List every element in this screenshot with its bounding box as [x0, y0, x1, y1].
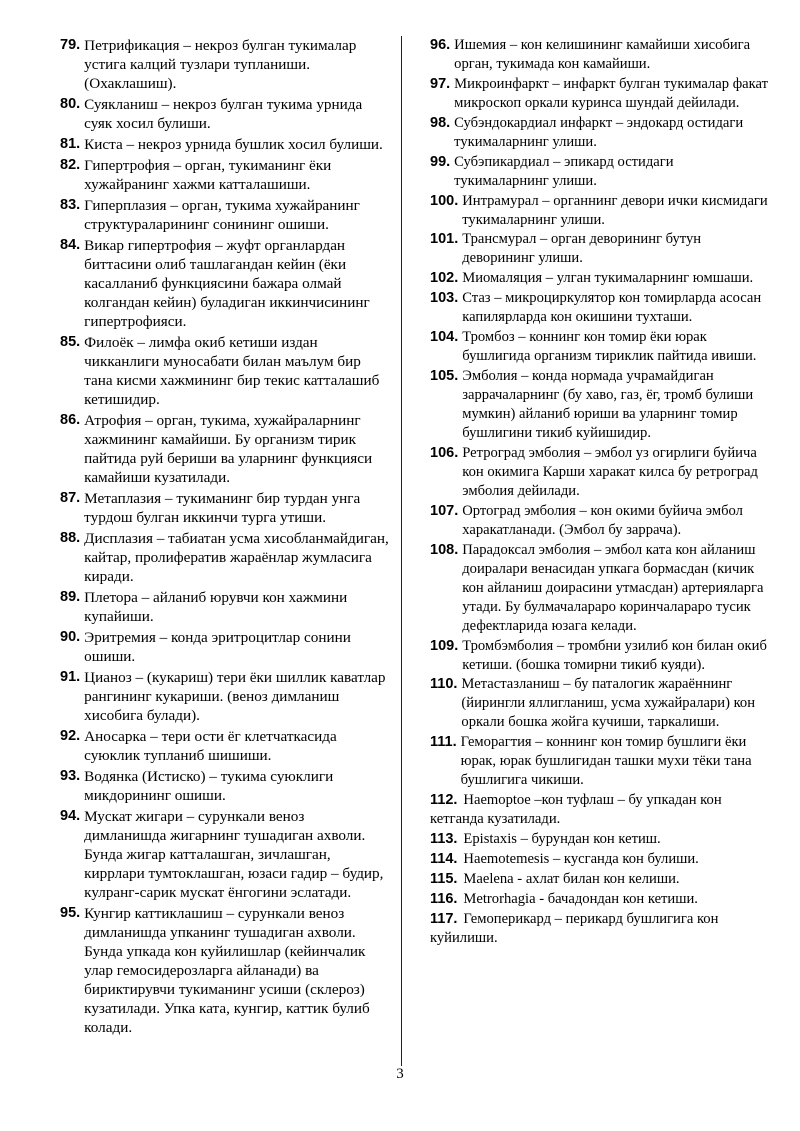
glossary-entry [60, 95, 390, 133]
entry-number: 88. [60, 530, 81, 546]
right-column [430, 36, 770, 949]
entry-number: 80. [60, 96, 81, 112]
entry-number: 116. [430, 890, 458, 907]
entry-text: Парадоксал эмболия – эмбол ката кон айланиш доиралари венасидан упкага бормасдан (кичик кон айланиш доирасини утмасдан) артерияларга утади. Бу булмачалараро коринчалараро тусик дефектларида юзага келади. [462, 541, 764, 634]
glossary-entry [60, 236, 390, 331]
entry-number: 93. [60, 768, 81, 784]
page-number: 3 [396, 1066, 404, 1082]
entry-text: Субэпикардиал – эпикард остидаги тукималарнинг улиши. [454, 153, 674, 189]
entry-text: Субэндокардиал инфаркт – эндокард остидаги тукималарнинг улиши. [454, 114, 744, 150]
entry-text: Тромбоз – коннинг кон томир ёки юрак бушлигида организм тириклик пайтида ивиши. [462, 329, 757, 365]
glossary-entry [60, 489, 390, 527]
glossary-entry [60, 529, 390, 586]
left-column [60, 36, 390, 1039]
glossary-entry [60, 333, 390, 409]
entry-text: Гемоперикард – перикард бушлигига кон куйилиши. [430, 910, 719, 946]
entry-number: 95. [60, 905, 81, 921]
entry-number: 101. [430, 231, 459, 248]
entry-number: 112. [430, 792, 458, 809]
glossary-entry [60, 156, 390, 194]
entry-text: Дисплазия – табиатан усма хисобланмайдиган, кайтар, пролифератив жараёнлар жумласига киради. [84, 530, 389, 585]
entry-number: 115. [430, 870, 458, 887]
entry-text: Стаз – микроциркулятор кон томирларда асосан капилярларда кон окишини тухташи. [462, 290, 762, 326]
glossary-entry [60, 588, 390, 626]
entry-text: Киста – некроз урнида бушлик хосил булиши. [84, 136, 383, 153]
glossary-entry [60, 628, 390, 666]
entry-number: 92. [60, 728, 81, 744]
glossary-entry [430, 502, 770, 540]
entry-text: Цианоз – (кукариш) тери ёки шиллик каватлар рангининг кукариши. (веноз димланиш хисобига булади). [84, 669, 386, 724]
entry-number: 91. [60, 669, 81, 685]
entry-text: Тромбэмболия – тромбни узилиб кон билан окиб кетиши. (бошка томирни тикиб куяди). [462, 637, 767, 673]
entry-number: 102. [430, 270, 459, 287]
entry-text: Водянка (Истиско) – тукима суюклиги микдорининг ошиши. [84, 768, 334, 804]
entry-number: 94. [60, 808, 81, 824]
glossary-entry [60, 767, 390, 805]
entry-text: Геморагтия – коннинг кон томир бушлиги ёки юрак, юрак бушлигидан ташки мухи тёки тана бушлигига чикиши. [460, 734, 752, 789]
entry-number: 96. [430, 37, 451, 53]
glossary-entry [430, 289, 770, 327]
entry-number: 108. [430, 541, 459, 558]
entry-text: Плетора – айланиб юрувчи кон хажмини купайиши. [84, 589, 348, 625]
glossary-entry [430, 153, 770, 191]
entry-number: 111. [430, 734, 457, 751]
entry-number: 98. [430, 114, 451, 131]
entry-text: Ишемия – кон келишининг камайиши хисобига орган, тукимада кон камайиши. [454, 37, 751, 72]
glossary-entry [60, 668, 390, 725]
glossary-entry [60, 135, 390, 154]
entry-number: 113. [430, 831, 458, 848]
entry-text: Викар гипертрофия – жуфт органлардан биттасини олиб ташлагандан кейин (ёки касалланиб функциясини бажара олмай колгандан кейин) буладиган иккинчисининг гипертрофияси. [84, 237, 370, 330]
entry-text: Трансмурал – орган деворининг бутун деворининг улиши. [462, 231, 702, 267]
entry-number: 84. [60, 237, 81, 253]
glossary-entry [430, 367, 770, 443]
entry-text: Метаплазия – тукиманинг бир турдан унга турдош булган иккинчи турга утиши. [84, 490, 361, 526]
glossary-entry [430, 541, 770, 636]
entry-number: 109. [430, 637, 459, 654]
glossary-entry [430, 830, 770, 849]
entry-number: 85. [60, 334, 81, 350]
entry-number: 103. [430, 290, 459, 307]
glossary-entry [60, 727, 390, 765]
entry-text: Микроинфаркт – инфаркт булган тукималар факат микроскоп оркали куринса шундай дейилади. [454, 75, 768, 111]
entry-number: 100. [430, 192, 459, 209]
entry-text: Метастазланиш – бу паталогик жараённинг (йирингли яллигланиш, усма хужайралари) кон оркали бошка жойга кучиши, таркалиши. [461, 676, 756, 731]
entry-number: 86. [60, 412, 81, 428]
entry-text: Ортоград эмболия – кон окими буйича эмбол харакатланади. (Эмбол бу заррача). [462, 502, 743, 538]
entry-text: Миомаляция – улган тукималарнинг юмшаши. [462, 270, 754, 287]
glossary-entry [430, 114, 770, 152]
entry-text: Haemotemesis – кусганда кон булиши. [463, 851, 699, 868]
entry-text: Суякланиш – некроз булган тукима урнида суяк хосил булиши. [84, 96, 363, 132]
entry-number: 114. [430, 851, 458, 868]
entry-text: Epistaxis – бурундан кон кетиш. [463, 831, 661, 848]
entry-number: 81. [60, 136, 81, 152]
entry-text: Аносарка – тери ости ёг клетчаткасида суюклик тупланиб шишиши. [84, 728, 337, 764]
entry-number: 117. [430, 910, 458, 927]
entry-text: Metrorhagia - бачадондан кон кетиши. [463, 890, 698, 907]
glossary-entry [430, 36, 770, 74]
entry-number: 82. [60, 157, 81, 173]
column-divider [401, 36, 402, 1066]
entry-text: Ретроград эмболия – эмбол уз огирлиги буйича кон окимига Карши харакат килса бу ретроград эмболия дейилади. [462, 444, 758, 499]
glossary-entry [430, 328, 770, 366]
glossary-entry [430, 192, 770, 230]
entry-number: 79. [60, 37, 81, 53]
glossary-entry [430, 444, 770, 501]
entry-number: 97. [430, 75, 451, 92]
glossary-entry [430, 870, 770, 889]
glossary-entry [430, 675, 770, 732]
glossary-entry [60, 807, 390, 902]
glossary-entry [60, 196, 390, 234]
entry-text: Петрификация – некроз булган тукималар устига калций тузлари тупланиши. (Охаклашиш). [84, 37, 357, 92]
entry-number: 90. [60, 629, 81, 645]
entry-number: 105. [430, 368, 459, 385]
glossary-entry [430, 890, 770, 909]
entry-text: Интрамурал – органнинг девори ички кисмидаги тукималарнинг улиши. [462, 192, 768, 228]
entry-number: 106. [430, 444, 459, 461]
entry-number: 89. [60, 589, 81, 605]
entry-number: 99. [430, 153, 451, 170]
glossary-entry [430, 269, 770, 288]
glossary-entry [430, 791, 770, 829]
entry-text: Эритремия – конда эритроцитлар сонини ошиши. [84, 629, 351, 665]
entry-text: Филоёк – лимфа окиб кетиши издан чикканлиги муносабати билан маълум бир тана кисми хажмининг бир текис катталашиб кетишидир. [84, 334, 380, 408]
entry-text: Мускат жигари – сурункали веноз димланишда жигарнинг тушадиган ахволи. Бунда жигар катталашган, зичлашган, киррлари тумтоклашган, юзаси гадир – будир, кулранг-сарик мускат ёнгогини эслатади. [84, 808, 384, 901]
entry-text: Гиперплазия – орган, тукима хужайранинг структураларининг сонининг ошиши. [84, 197, 360, 233]
glossary-entry [60, 904, 390, 1037]
entry-text: Кунгир каттиклашиш – сурункали веноз димланишда упканинг тушадиган ахволи. Бунда упкада кон куйилишлар (кейинчалик улар гемосидерозларга айланади) ва бириктирувчи тукиманинг усиши (склероз) кузатилади. Упка ката, кунгир, каттик булиб колади. [84, 905, 370, 1036]
entry-text: Эмболия – конда нормада учрамайдиган заррачаларнинг (бу хаво, газ, ёг, тромб булиши мумкин) айланиб юриши ва уларнинг томир бушлигини тикиб куйишидир. [462, 368, 754, 442]
glossary-entry [430, 850, 770, 869]
entry-text: Гипертрофия – орган, тукиманинг ёки хужайранинг хажми катталашиши. [84, 157, 332, 193]
glossary-entry [430, 637, 770, 675]
entry-text: Haemoptoe –кон туфлаш – бу упкадан кон кетганда кузатилади. [430, 792, 722, 828]
glossary-entry [430, 75, 770, 113]
glossary-entry [430, 733, 770, 790]
entry-number: 107. [430, 502, 459, 519]
entry-number: 104. [430, 329, 459, 346]
entry-text: Атрофия – орган, тукима, хужайраларнинг хажмининг камайиши. Бу организм тирик пайтида руй бериши ва уларнинг функцияси камайиши кузатилади. [84, 412, 373, 486]
entry-text: Maelena - ахлат билан кон келиши. [463, 870, 680, 887]
glossary-entry [60, 411, 390, 487]
glossary-entry [60, 36, 390, 93]
glossary-entry [430, 910, 770, 948]
entry-number: 110. [430, 676, 458, 693]
entry-number: 83. [60, 197, 81, 213]
entry-number: 87. [60, 490, 81, 506]
glossary-entry [430, 230, 770, 268]
